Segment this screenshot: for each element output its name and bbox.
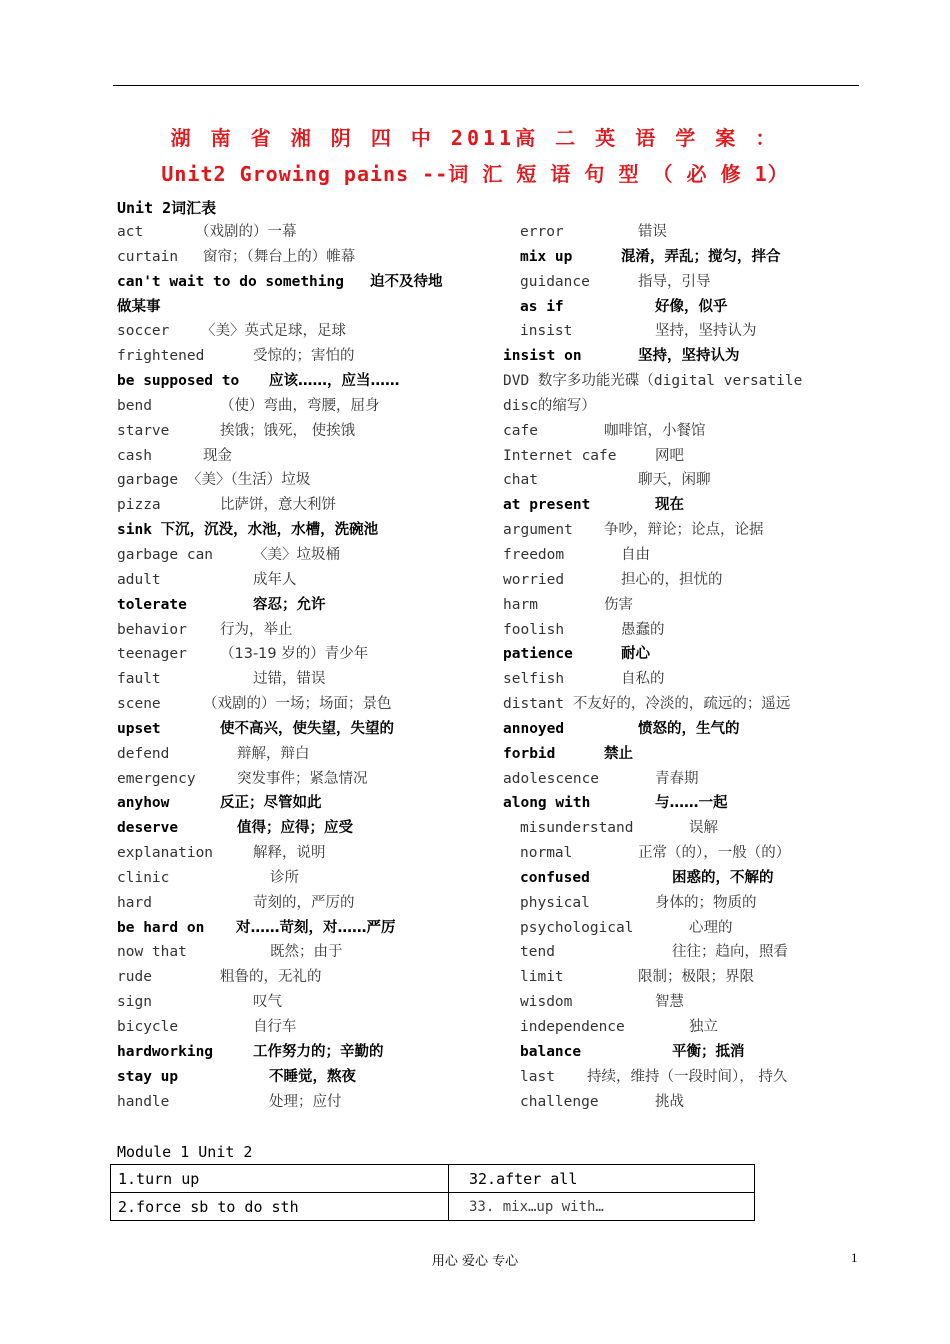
vocab-word: now that	[117, 944, 187, 961]
module-heading: Module 1 Unit 2	[117, 1143, 253, 1161]
vocab-word: balance	[520, 1043, 582, 1060]
vocab-entry	[117, 1016, 517, 1041]
vocab-meaning: 窗帘；（舞台上的）帷幕	[203, 248, 356, 265]
vocab-word: fault	[117, 671, 161, 688]
vocab-entry	[117, 917, 517, 942]
vocab-word: insist	[520, 323, 573, 340]
vocab-meaning: 自行车	[253, 1019, 297, 1035]
vocab-entry-text: DVD 数字多功能光碟（digital versatile	[503, 373, 803, 390]
vocab-word: rude	[117, 969, 152, 986]
vocab-entry	[503, 1091, 863, 1116]
vocab-entry	[503, 320, 863, 345]
vocab-meaning: 对……苛刻，对……严厉	[236, 919, 396, 936]
vocab-word: foolish	[503, 621, 565, 638]
vocab-meaning: （使）弯曲，弯腰，屈身	[220, 397, 380, 414]
vocab-word: argument	[503, 522, 573, 539]
vocab-word: scene	[117, 696, 161, 713]
page-title: 湖 南 省 湘 阴 四 中 2011高 二 英 语 学 案 ：	[170, 126, 780, 150]
vocab-meaning: 混淆，弄乱；搅匀，拌合	[621, 248, 781, 265]
vocab-word: can't wait to do something	[117, 273, 344, 290]
vocab-word: frightened	[117, 348, 205, 365]
vocab-word: soccer	[117, 323, 170, 340]
vocab-meaning: 坚持，坚持认为	[638, 348, 740, 365]
vocab-entry	[503, 271, 863, 296]
vocab-meaning: 挨饿；饿死， 使挨饿	[220, 422, 356, 439]
vocab-meaning: 困惑的，不解的	[672, 869, 774, 886]
vocab-entry	[503, 718, 863, 743]
vocab-entry	[117, 395, 517, 420]
vocab-word: annoyed	[503, 720, 565, 737]
vocab-meaning: 平衡；抵消	[672, 1043, 745, 1060]
vocab-meaning: 过错，错误	[253, 671, 326, 688]
vocab-meaning: 自私的	[621, 671, 665, 688]
vocab-word: wisdom	[520, 994, 573, 1011]
vocab-word: bend	[117, 397, 152, 414]
vocab-word: cafe	[503, 422, 538, 439]
vocab-word: selfish	[503, 671, 565, 688]
vocab-meaning: 愤怒的，生气的	[638, 720, 740, 737]
vocab-entry	[117, 370, 517, 395]
vocab-entry	[117, 569, 517, 594]
vocab-word: garbage	[117, 472, 179, 489]
vocab-column-left	[117, 221, 517, 1115]
vocab-entry	[503, 345, 863, 370]
vocab-meaning: 智慧	[655, 994, 684, 1011]
vocab-entry	[503, 668, 863, 693]
vocab-entry	[117, 792, 517, 817]
vocab-entry	[117, 768, 517, 793]
vocab-meaning: 〈美〉英式足球，足球	[201, 323, 346, 340]
vocab-meaning: 担心的，担忧的	[621, 571, 723, 588]
vocab-word: patience	[503, 646, 573, 663]
vocab-entry	[503, 1016, 863, 1041]
vocab-entry	[117, 519, 517, 544]
vocab-entry	[503, 892, 863, 917]
vocab-word: physical	[520, 894, 590, 911]
page-number: 1	[851, 1250, 858, 1265]
vocab-meaning: 持续，维持（一段时间）， 持久	[587, 1068, 788, 1085]
vocab-meaning: 比萨饼，意大利饼	[220, 497, 336, 514]
vocab-entry	[117, 320, 517, 345]
vocab-entry	[503, 693, 863, 718]
vocab-meaning: 限制；极限；界限	[638, 969, 754, 986]
table-row	[111, 1165, 755, 1193]
vocab-meaning: 〈美〉垃圾桶	[253, 546, 340, 563]
vocab-entry-text: distant 不友好的，冷淡的，疏远的；遥远	[503, 696, 791, 713]
vocab-meaning: 愚蠢的	[621, 621, 665, 638]
vocab-word: normal	[520, 845, 573, 862]
vocab-entry	[117, 345, 517, 370]
vocab-word: be supposed to	[117, 373, 240, 390]
vocab-meaning: （戏剧的）一幕	[195, 224, 297, 240]
vocab-column-right	[503, 221, 863, 1115]
vocab-word: along with	[503, 795, 591, 812]
vocab-entry	[117, 1041, 517, 1066]
vocab-entry	[503, 544, 863, 569]
vocab-entry	[117, 544, 517, 569]
vocab-word: emergency	[117, 770, 196, 787]
vocab-entry	[117, 445, 517, 470]
vocab-entry	[503, 867, 863, 892]
vocab-entry	[503, 768, 863, 793]
vocab-entry	[503, 469, 863, 494]
vocab-meaning: 聊天，闲聊	[638, 472, 711, 489]
vocab-entry	[503, 494, 863, 519]
vocab-entry	[117, 246, 517, 271]
vocab-entry	[503, 221, 863, 246]
vocab-entry	[117, 420, 517, 445]
vocab-meaning: 粗鲁的，无礼的	[220, 969, 322, 986]
vocab-entry	[117, 1091, 517, 1116]
table-cell: 2.force sb to do sth	[111, 1193, 449, 1221]
vocab-word: misunderstand	[520, 820, 634, 837]
vocab-entry	[503, 1041, 863, 1066]
vocab-entry	[117, 221, 517, 246]
vocab-entry-text: 做某事	[117, 298, 161, 315]
vocab-word: chat	[503, 472, 538, 489]
vocab-word: forbid	[503, 745, 556, 762]
vocab-entry	[503, 966, 863, 991]
vocab-word: independence	[520, 1019, 625, 1035]
vocab-word: guidance	[520, 273, 590, 290]
vocab-meaning: 争吵，辩论；论点，论据	[604, 522, 764, 539]
vocab-entry	[117, 693, 517, 718]
vocab-word: confused	[520, 869, 590, 886]
vocab-meaning: 咖啡馆，小餐馆	[604, 422, 706, 439]
vocab-word: handle	[117, 1093, 170, 1110]
vocab-meaning: 挑战	[655, 1093, 684, 1110]
vocab-entry	[503, 395, 863, 420]
vocab-meaning: 既然；由于	[270, 944, 343, 961]
vocab-meaning: 迫不及待地	[370, 273, 443, 290]
vocab-entry	[503, 420, 863, 445]
header-rule	[113, 85, 859, 86]
table-cell: 32.after all	[449, 1165, 755, 1193]
vocab-meaning: 指导，引导	[638, 273, 711, 290]
vocab-entry	[117, 867, 517, 892]
vocab-entry	[503, 246, 863, 271]
vocab-meaning: 自由	[621, 546, 650, 563]
vocab-word: harm	[503, 596, 538, 613]
vocab-entry	[117, 892, 517, 917]
vocab-word: hard	[117, 894, 152, 911]
vocab-meaning: 好像，似乎	[655, 298, 728, 315]
vocab-entry	[503, 519, 863, 544]
table-row	[111, 1193, 755, 1221]
vocab-entry	[503, 917, 863, 942]
vocab-word: challenge	[520, 1093, 599, 1110]
vocab-meaning: 往往；趋向，照看	[672, 944, 788, 961]
vocab-meaning: 行为，举止	[220, 621, 293, 638]
vocab-meaning: 苛刻的，严厉的	[253, 894, 355, 911]
vocab-entry	[503, 643, 863, 668]
vocab-meaning: 青春期	[655, 770, 699, 787]
vocab-word: explanation	[117, 845, 214, 862]
vocab-word: psychological	[520, 919, 634, 936]
vocab-word: bicycle	[117, 1019, 179, 1035]
table-cell: 1.turn up	[111, 1165, 449, 1193]
vocab-entry	[117, 668, 517, 693]
vocab-word: clinic	[117, 869, 170, 886]
vocab-word: upset	[117, 720, 161, 737]
vocab-word: insist on	[503, 348, 582, 365]
vocab-entry	[117, 296, 517, 321]
vocab-word: Internet cafe	[503, 447, 617, 464]
vocab-entry	[503, 619, 863, 644]
vocab-meaning: 叹气	[253, 994, 282, 1011]
vocab-word: garbage can	[117, 546, 214, 563]
vocab-meaning: （13-19 岁的）青少年	[220, 646, 369, 663]
vocab-meaning: 使不高兴，使失望，失望的	[220, 720, 394, 737]
vocab-word: tend	[520, 944, 555, 961]
vocab-word: worried	[503, 571, 565, 588]
vocab-meaning: 现在	[655, 497, 684, 514]
vocab-entry	[503, 817, 863, 842]
vocab-word: freedom	[503, 546, 565, 563]
vocab-meaning: 与……一起	[655, 795, 728, 812]
vocab-word: as if	[520, 298, 564, 315]
vocab-entry	[117, 494, 517, 519]
vocab-meaning: 正常（的），一般（的）	[638, 845, 791, 862]
vocab-meaning: 诊所	[270, 869, 299, 886]
vocab-entry-text: disc的缩写）	[503, 397, 596, 414]
vocab-entry	[117, 619, 517, 644]
footer-text: 用心 爱心 专心	[431, 1254, 519, 1269]
vocab-meaning: 禁止	[604, 745, 633, 762]
vocab-entry	[117, 941, 517, 966]
vocab-word: curtain	[117, 248, 179, 265]
vocab-meaning: 耐心	[621, 646, 650, 663]
vocab-meaning: 网吧	[655, 447, 684, 464]
phrase-table	[110, 1164, 755, 1221]
vocab-entry	[117, 469, 517, 494]
vocab-entry	[117, 271, 517, 296]
vocab-meaning: 工作努力的；辛勤的	[253, 1043, 384, 1060]
vocab-word: behavior	[117, 621, 187, 638]
vocab-meaning: 误解	[689, 820, 718, 837]
vocab-meaning: 不睡觉，熬夜	[269, 1068, 356, 1085]
vocab-entry	[503, 296, 863, 321]
vocab-entry	[503, 792, 863, 817]
vocab-entry	[117, 817, 517, 842]
vocab-meaning: 值得；应得；应受	[237, 820, 353, 837]
vocab-word: be hard on	[117, 919, 205, 936]
vocab-meaning: 应该……，应当……	[269, 373, 400, 390]
vocab-word: limit	[520, 969, 564, 986]
vocab-meaning: 处理；应付	[269, 1093, 342, 1110]
vocab-word: stay up	[117, 1068, 179, 1085]
vocab-entry	[503, 842, 863, 867]
vocab-word: starve	[117, 422, 170, 439]
vocab-entry	[117, 966, 517, 991]
vocab-word: error	[520, 224, 564, 240]
vocab-word: adolescence	[503, 770, 600, 787]
vocab-word: last	[520, 1068, 555, 1085]
vocab-entry	[117, 643, 517, 668]
vocab-word: adult	[117, 571, 161, 588]
page-subtitle: Unit2 Growing pains --词 汇 短 语 句 型 （ 必 修 1）	[161, 162, 789, 186]
vocab-word: tolerate	[117, 596, 187, 613]
vocab-meaning: 成年人	[253, 571, 297, 588]
vocab-meaning: 反正；尽管如此	[220, 795, 322, 812]
vocab-entry	[503, 1066, 863, 1091]
vocab-meaning: 容忍；允许	[253, 596, 326, 613]
vocab-meaning: 突发事件；紧急情况	[237, 770, 368, 787]
vocab-meaning: 〈美〉（生活）垃圾	[187, 472, 311, 489]
vocab-word: act	[117, 224, 144, 240]
vocab-meaning: 现金	[203, 447, 232, 464]
vocab-entry	[503, 743, 863, 768]
table-cell: 33. mix…up with…	[449, 1193, 755, 1221]
vocab-entry	[503, 445, 863, 470]
vocab-meaning: 伤害	[604, 596, 633, 613]
vocab-word: cash	[117, 447, 152, 464]
vocab-meaning: 心理的	[689, 919, 733, 936]
vocab-entry	[503, 569, 863, 594]
vocab-word: teenager	[117, 646, 187, 663]
vocab-word: deserve	[117, 820, 179, 837]
vocab-word: hardworking	[117, 1043, 214, 1060]
vocab-entry	[117, 594, 517, 619]
vocab-entry	[503, 370, 863, 395]
vocab-word: mix up	[520, 248, 573, 265]
vocab-word: defend	[117, 745, 170, 762]
vocab-entry	[503, 991, 863, 1016]
vocab-meaning: 身体的；物质的	[655, 894, 757, 911]
vocab-meaning: 辩解，辩白	[237, 745, 310, 762]
vocab-heading: Unit 2词汇表	[117, 199, 217, 217]
vocab-meaning: 坚持，坚持认为	[655, 323, 757, 340]
vocab-word: at present	[503, 497, 591, 514]
vocab-entry	[117, 743, 517, 768]
vocab-meaning: 解释，说明	[253, 845, 326, 862]
vocab-meaning: （戏剧的）一场；场面；景色	[203, 696, 392, 713]
vocab-word: sign	[117, 994, 152, 1011]
vocab-entry	[503, 594, 863, 619]
vocab-entry-text: sink 下沉，沉没，水池，水槽，洗碗池	[117, 522, 379, 539]
vocab-entry	[503, 941, 863, 966]
vocab-entry	[117, 991, 517, 1016]
vocab-word: anyhow	[117, 795, 170, 812]
vocab-entry	[117, 1066, 517, 1091]
vocab-entry	[117, 842, 517, 867]
vocab-meaning: 独立	[689, 1019, 718, 1035]
vocab-meaning: 错误	[638, 224, 667, 240]
vocab-meaning: 受惊的；害怕的	[253, 348, 355, 365]
vocab-word: pizza	[117, 497, 161, 514]
vocab-entry	[117, 718, 517, 743]
